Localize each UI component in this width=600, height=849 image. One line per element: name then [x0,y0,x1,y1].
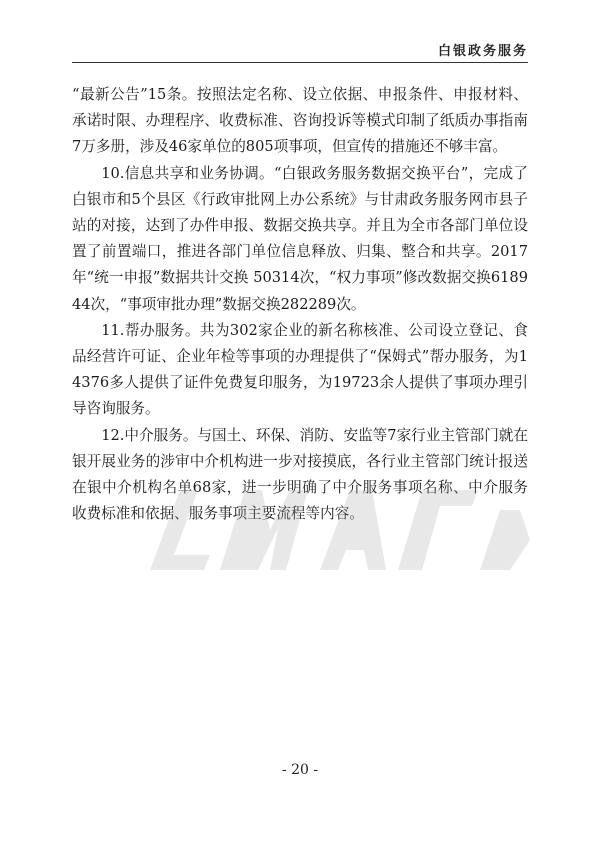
paragraph-intermediary-service: 12.中介服务。与国土、环保、消防、安监等7家行业主管部门就在银开展业务的涉审中介机构进一步对接摸底，各行业主管部门统计报送在银中介机构名单68家，进一步明确了中介服务事项名称、中介服务收费标准和依据、服务事项主要流程等内容。 [72,426,528,523]
paragraph-assistance-service: 11.帮办服务。共为302家企业的新名称核准、公司设立登记、食品经营许可证、企业年检等事项的办理提供了“保姆式”帮办服务，为14376多人提供了证件免费复印服务，为19723余人提供了事项办理引导咨询服务。 [72,321,528,418]
document-body [72,82,528,527]
paragraph-info-sharing: 10.信息共享和业务协调。“白银政务服务数据交换平台”，完成了白银市和5个县区《行政审批网上办公系统》与甘肃政务服务网市县子站的对接，达到了办件申报、数据交换共享。并且为全市各部门单位设置了前置端口，推进各部门单位信息释放、归集、整合和共享。2017年“统一申报”数据共计交换 50314次，“权力事项”修改数据交换618944次，“事项审批办理”数据交换282289次。 [72,164,528,313]
page-number: - 20 - [281,762,319,778]
page-header [72,40,528,63]
paragraph-continued: “最新公告”15条。按照法定名称、设立依据、申报条件、申报材料、承诺时限、办理程序、收费标准、咨询投诉等模式印制了纸质办事指南7万多册，涉及46家单位的805项事项，但宣传的措施还不够丰富。 [72,86,528,156]
header-title: 白银政务服务 [437,44,528,59]
